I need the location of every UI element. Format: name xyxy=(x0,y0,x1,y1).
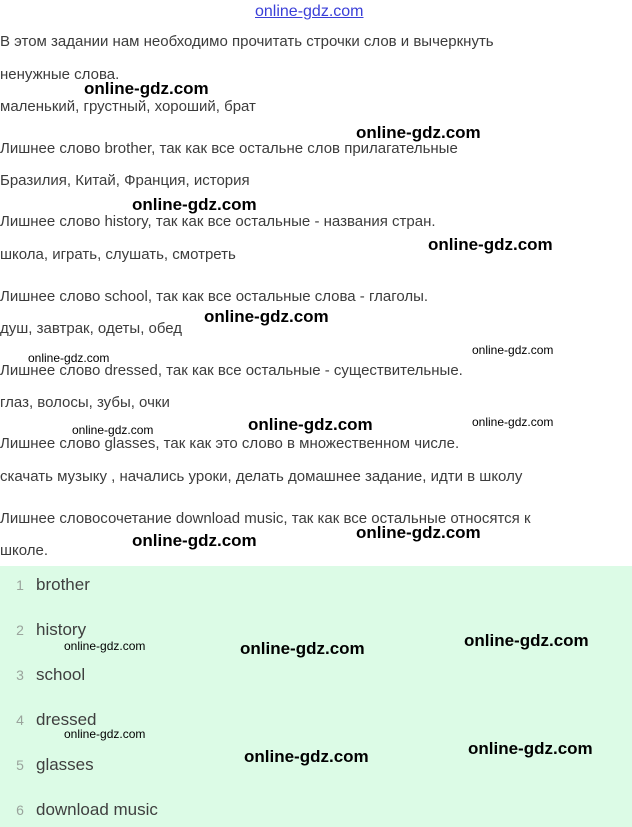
answer-text: school xyxy=(36,665,86,684)
watermark: online-gdz.com xyxy=(204,307,329,326)
paragraph-line: ненужные слова. xyxy=(0,66,120,83)
watermark: online-gdz.com xyxy=(248,415,373,434)
watermark: online-gdz.com xyxy=(428,235,553,254)
paragraph-line: Лишнее слово brother, так как все остальне слов прилагательные xyxy=(0,140,458,157)
paragraph-line: В этом задании нам необходимо прочитать строчки слов и вычеркнуть xyxy=(0,33,494,50)
watermark: online-gdz.com xyxy=(356,523,481,542)
answer-text: brother xyxy=(36,575,90,594)
answer-number: 1 xyxy=(16,577,24,593)
watermark: online-gdz.com xyxy=(72,423,154,437)
paragraph-line: Лишнее слово history, так как все остальные - названия стран. xyxy=(0,213,436,230)
watermark: online-gdz.com xyxy=(84,79,209,98)
paragraph-line: школа, играть, слушать, смотреть xyxy=(0,246,236,263)
paragraph-line: Лишнее словосочетание download music, так как все остальные относятся к xyxy=(0,510,531,527)
paragraph-line: школе. xyxy=(0,542,49,559)
watermark-top: online-gdz.com xyxy=(255,3,364,20)
paragraph-line: душ, завтрак, одеты, обед xyxy=(0,320,183,337)
answer-number: 3 xyxy=(16,667,24,683)
answer-number: 5 xyxy=(16,757,24,773)
paragraph-line: маленький, грустный, хороший, брат xyxy=(0,98,256,115)
answer-text: history xyxy=(36,620,87,639)
watermark: online-gdz.com xyxy=(472,343,554,357)
watermark: online-gdz.com xyxy=(132,195,257,214)
watermark: online-gdz.com xyxy=(132,531,257,550)
watermark: online-gdz.com xyxy=(468,739,593,758)
watermark: online-gdz.com xyxy=(64,727,146,741)
answer-number: 6 xyxy=(16,802,24,818)
watermark: online-gdz.com xyxy=(356,123,481,142)
paragraph-line: Лишнее слово dressed, так как все остальные - существительные. xyxy=(0,362,463,379)
answer-text: download music xyxy=(36,800,158,819)
paragraph-line: скачать музыку , начались уроки, делать домашнее задание, идти в школу xyxy=(0,468,523,485)
watermark: online-gdz.com xyxy=(64,639,146,653)
paragraph-line: Бразилия, Китай, Франция, история xyxy=(0,172,250,189)
paragraph-line: Лишнее слово glasses, так как это слово в множественном числе. xyxy=(0,435,460,452)
answer-text: dressed xyxy=(36,710,97,729)
watermark: online-gdz.com xyxy=(28,351,110,365)
watermark: online-gdz.com xyxy=(240,639,365,658)
answer-text: glasses xyxy=(36,755,94,774)
watermark: online-gdz.com xyxy=(464,631,589,650)
watermark: online-gdz.com xyxy=(244,747,369,766)
paragraph-line: глаз, волосы, зубы, очки xyxy=(0,394,170,411)
answers-panel xyxy=(0,566,632,827)
answer-number: 2 xyxy=(16,622,24,638)
watermark: online-gdz.com xyxy=(472,415,554,429)
paragraph-line: Лишнее слово school, так как все остальные слова - глаголы. xyxy=(0,288,429,305)
answer-number: 4 xyxy=(16,712,24,728)
